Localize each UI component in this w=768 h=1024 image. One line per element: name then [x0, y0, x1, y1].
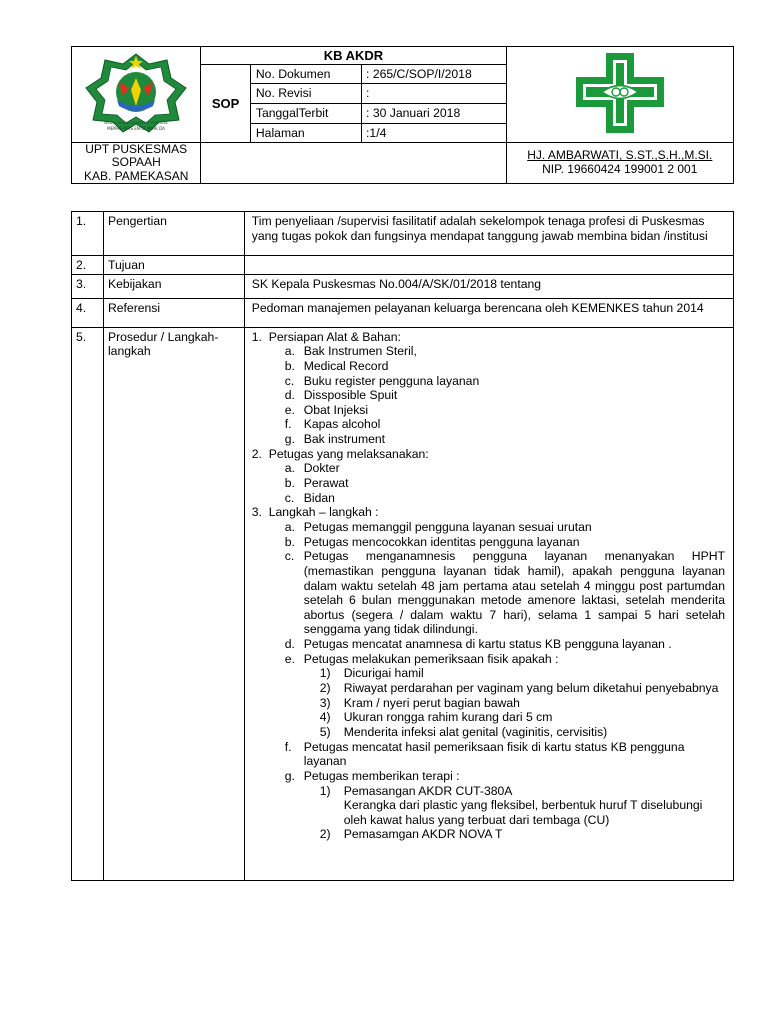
list-item: g. Petugas memberikan terapi : 1) Pemasangan AKDR CUT-380A Kerangka dari plastic yang fleksibel, berbentuk huruf T diselubungi oleh kawat halus yang terbuat dari tembaga (CU) 2) Pemasamgan AKDR NOVA T: [285, 769, 725, 842]
list-item: b. Medical Record: [284, 358, 389, 373]
list-item: b. Perawat: [284, 476, 349, 491]
org-line-3: KAB. PAMEKASAN: [83, 168, 189, 183]
revision-value: :: [362, 84, 507, 104]
signatory-name: HJ. AMBARWATI, S.ST.,S.H.,M.SI.: [527, 148, 713, 163]
row-label: Kebijakan: [103, 274, 244, 298]
list-item: 3. Langkah – langkah : a. Petugas memanggil pengguna layanan sesuai urutan b. Petugas mencocokkan identitas pengguna layanan c. Petugas menganamnesis pengguna layanan menanyakan HPHT (memastikan pengguna layanan tidak hamil), apakah pengguna layanan dalam waktu setelah 48 jam pertama atau setelah 4 minggu post partumdan setelah 6 bulan menggunakan metode amenore laktasi, setelah menderita abortus (segera / dalam waktu 7 hari), selama 1 sampai 5 hari setelah senggama yang tidak dilindungi. d. Petugas mencatat anamnesa di kartu status KB pengguna layanan . e. Petugas melakukan pemeriksaan fisik apakah : 1) Dicurigai hamil 2) Riwayat perdarahan per vaginam yang belum diketahui penyebabnya 3) Kram / nyeri perut bagian bawah 4) Ukuran rongga rahim kurang dari 5 cm 5) Menderita infeksi alat genital (vaginitis, cervisitis) f. Petugas mencatat hasil pemeriksaan fisik di kartu status KB pengguna layanan g. Petugas memberikan terapi : 1) Pemasangan AKDR CUT-380A Kerangka dari plastic yang fleksibel, berbentuk huruf T diselubungi oleh kawat halus yang terbuat dari tembaga (CU) 2) Pemasamgan AKDR NOVA T: [251, 505, 725, 842]
list-item: d. Petugas mencatat anamnesa di kartu status KB pengguna layanan .: [284, 637, 672, 652]
list-item: c. Bidan: [284, 490, 335, 505]
sop-label: SOP: [201, 64, 251, 143]
puskesmas-plus-logo-icon: [572, 49, 668, 137]
page-value: :1/4: [362, 123, 507, 143]
row-label: Pengertian: [103, 212, 244, 256]
row-number: 4.: [72, 298, 104, 327]
issue-date-value: : 30 Januari 2018: [362, 103, 507, 123]
sop-content-table: [71, 211, 734, 881]
policy-text: SK Kepala Puskesmas No.004/A/SK/01/2018 tentang: [244, 274, 733, 298]
list-item: d. Dissposible Spuit: [284, 388, 398, 403]
signatory-cell: [506, 143, 733, 184]
list-item: 2. Petugas yang melaksanakan: a. Dokter b. Perawat c. Bidan: [252, 447, 725, 506]
list-item: b. Petugas mencocokkan identitas pengguna layanan: [284, 534, 580, 549]
row-number: 1.: [72, 212, 104, 256]
reference-text: Pedoman manajemen pelayanan keluarga berencana oleh KEMENKES tahun 2014: [244, 298, 733, 327]
doc-number-value: : 265/C/SOP/I/2018: [362, 64, 507, 84]
list-item: c. Buku register pengguna layanan: [284, 373, 480, 388]
list-item: e. Petugas melakukan pemeriksaan fisik apakah : 1) Dicurigai hamil 2) Riwayat perdarahan per vaginam yang belum diketahui penyebabnya 3) Kram / nyeri perut bagian bawah 4) Ukuran rongga rahim kurang dari 5 cm 5) Menderita infeksi alat genital (vaginitis, cervisitis): [285, 652, 725, 740]
item-description: Kerangka dari plastic yang fleksibel, berbentuk huruf T diselubungi oleh kawat halus yang terbuat dari tembaga (CU): [343, 798, 703, 827]
row-label: Prosedur / Langkah-langkah: [103, 327, 244, 880]
doc-number-label: No. Dokumen: [250, 64, 361, 84]
table-row: [72, 212, 734, 256]
procedure-cell: [244, 327, 733, 880]
org-line-1: UPT PUSKESMAS: [85, 142, 188, 157]
blank-cell: [201, 143, 506, 184]
list-item: 1. Persiapan Alat & Bahan: a. Bak Instrumen Steril, b. Medical Record c. Buku register pengguna layanan d. Dissposible Spuit e. Obat Injeksi f. Kapas alcohol g. Bak instrument: [252, 330, 725, 447]
section-title: Langkah – langkah :: [268, 505, 379, 520]
list-item: g. Bak instrument: [284, 432, 386, 447]
table-row: [72, 274, 734, 298]
row-number: 3.: [72, 274, 104, 298]
logo-motto-text: MADU GANDA MANGESTI TUNGGAL: [104, 120, 169, 125]
header-table: [71, 46, 734, 184]
list-item: 1) Pemasangan AKDR CUT-380A Kerangka dari plastic yang fleksibel, berbentuk huruf T diselubungi oleh kawat halus yang terbuat dari tembaga (CU): [320, 784, 725, 828]
list-item: f. Petugas mencatat hasil pemeriksaan fisik di kartu status KB pengguna layanan: [284, 739, 685, 769]
document-title: KB AKDR: [201, 47, 506, 65]
section-title: Petugas yang melaksanakan:: [268, 446, 429, 461]
table-row: [72, 327, 734, 880]
list-item: 3) Kram / nyeri perut bagian bawah: [319, 695, 520, 710]
procedure-list: [252, 330, 725, 842]
puskesmas-logo-cell: [506, 47, 733, 143]
regency-logo-cell: [72, 47, 201, 143]
row-label: Tujuan: [103, 256, 244, 275]
list-item: f. Kapas alcohol: [284, 417, 381, 432]
logo-seal-text: MEMAS ATAS ENTO JIMAK DA: [107, 125, 165, 131]
table-row: [72, 256, 734, 275]
organization-name: [72, 143, 201, 184]
list-item: 5) Menderita infeksi alat genital (vaginitis, cervisitis): [319, 724, 608, 739]
row-number: 5.: [72, 327, 104, 880]
issue-date-label: TanggalTerbit: [250, 103, 361, 123]
regency-logo-icon: [83, 52, 189, 134]
list-item: a. Dokter: [284, 461, 340, 476]
list-item: 4) Ukuran rongga rahim kurang dari 5 cm: [319, 710, 553, 725]
list-item: a. Petugas memanggil pengguna layanan sesuai urutan: [284, 519, 592, 534]
revision-label: No. Revisi: [250, 84, 361, 104]
list-item: c. Petugas menganamnesis pengguna layanan menanyakan HPHT (memastikan pengguna layanan tidak hamil), apakah pengguna layanan dalam waktu setelah 48 jam pertama atau setelah 4 minggu post partumdan setelah 6 bulan menggunakan metode amenore laktasi, setelah menderita abortus (segera / dalam waktu 7 hari), selama 1 sampai 5 hari setelah senggama yang tidak dilindungi.: [284, 549, 725, 637]
page-label: Halaman: [250, 123, 361, 143]
row-label: Referensi: [103, 298, 244, 327]
definition-text: Tim penyeliaan /supervisi fasilitatif adalah sekelompok tenaga profesi di Puskesmas yang tugas pokok dan fungsinya mendapat tanggung jawab membina bidan /institusi: [244, 212, 733, 256]
list-item: 2) Pemasamgan AKDR NOVA T: [319, 827, 503, 842]
row-number: 2.: [72, 256, 104, 275]
list-item: 1) Dicurigai hamil: [319, 666, 424, 681]
list-item: a. Bak Instrumen Steril,: [284, 344, 417, 359]
table-row: [72, 298, 734, 327]
section-title: Persiapan Alat & Bahan:: [268, 329, 401, 344]
org-line-2: SOPAAH: [111, 155, 161, 170]
list-item: e. Obat Injeksi: [284, 402, 369, 417]
list-item: 2) Riwayat perdarahan per vaginam yang belum diketahui penyebabnya: [319, 681, 719, 696]
objective-text: [244, 256, 733, 275]
signatory-nip: NIP. 19660424 199001 2 001: [542, 161, 698, 176]
